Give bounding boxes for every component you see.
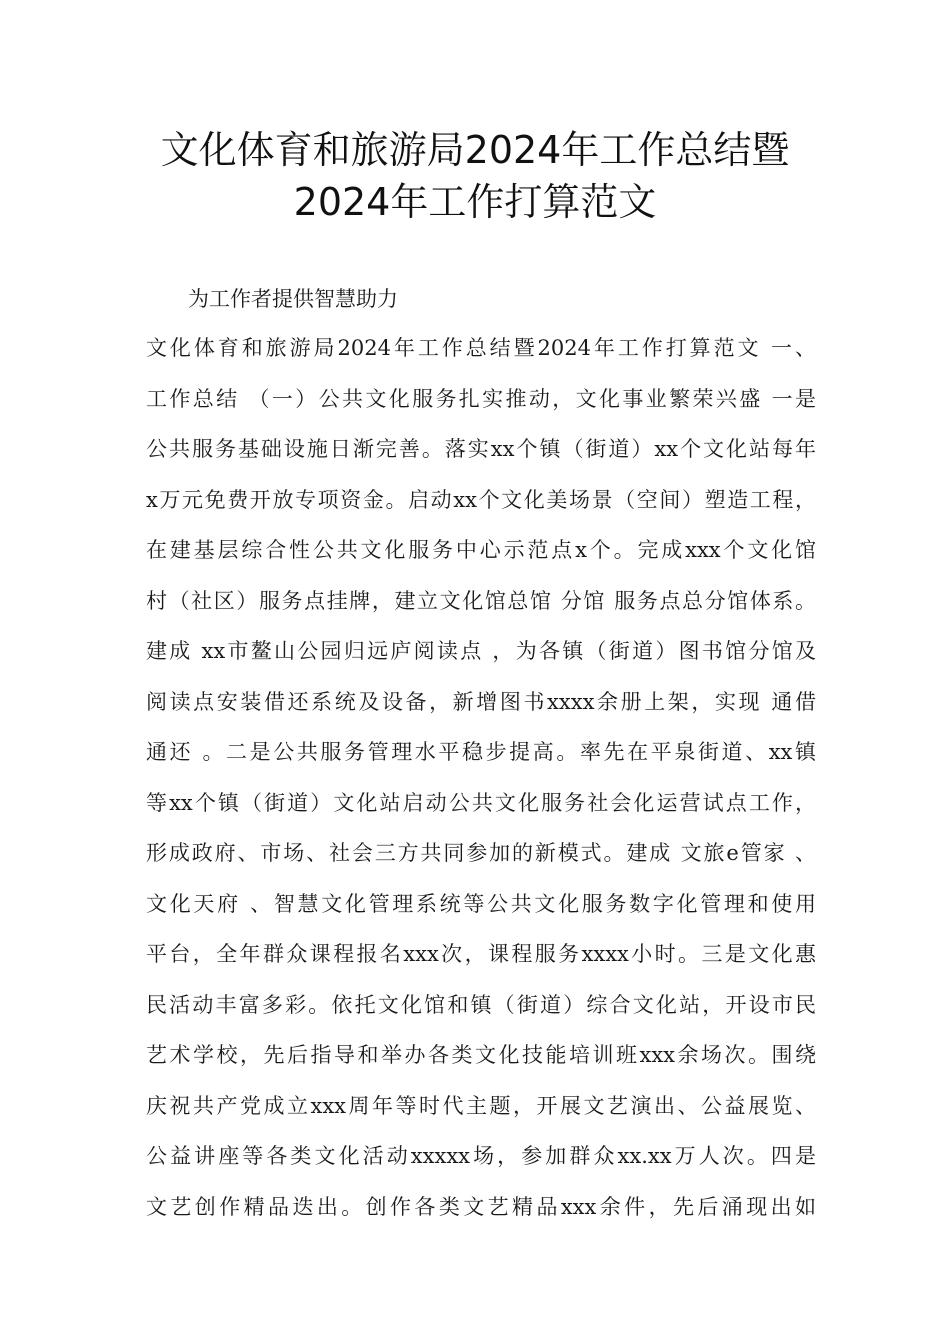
body-line: 庆祝共产党成立xxx周年等时代主题，开展文艺演出、公益展览、	[146, 1093, 816, 1118]
document-subtitle: 为工作者提供智慧助力	[188, 287, 398, 311]
body-line: 村（社区）服务点挂牌，建立文化馆总馆 分馆 服务点总分馆体系。	[146, 588, 816, 613]
body-line: 建成 xx市鳌山公园归远庐阅读点 ，为各镇（街道）图书馆分馆及	[146, 639, 816, 663]
body-line: 工作总结 （一）公共文化服务扎实推动，文化事业繁荣兴盛 一是	[146, 386, 816, 411]
document-body	[146, 333, 816, 1242]
body-line: 形成政府、市场、社会三方共同参加的新模式。建成 文旅e管家 、	[146, 841, 816, 865]
body-line: 等xx个镇（街道）文化站启动公共文化服务社会化运营试点工作，	[146, 790, 816, 815]
body-line: 平台，全年群众课程报名xxx次，课程服务xxxx小时。三是文化惠	[146, 942, 816, 966]
body-line: 民活动丰富多彩。依托文化馆和镇（街道）综合文化站，开设市民	[146, 992, 816, 1017]
document-title	[0, 124, 950, 228]
title-line-1: 文化体育和旅游局2024年工作总结暨	[160, 128, 790, 172]
body-line: 通还 。二是公共服务管理水平稳步提高。率先在平泉街道、xx镇	[146, 740, 816, 764]
body-line: 公益讲座等各类文化活动xxxxx场，参加群众xx.xx万人次。四是	[146, 1144, 816, 1168]
body-line: 阅读点安装借还系统及设备，新增图书xxxx余册上架，实现 通借	[146, 689, 816, 714]
body-line: 文化天府 、智慧文化管理系统等公共文化服务数字化管理和使用	[146, 891, 816, 916]
body-line: 公共服务基础设施日渐完善。落实xx个镇（街道）xx个文化站每年	[146, 437, 816, 461]
body-line: 文化体育和旅游局2024年工作总结暨2024年工作打算范文 一、	[146, 336, 816, 360]
body-line: 在建基层综合性公共文化服务中心示范点x个。完成xxx个文化馆	[146, 538, 816, 562]
body-line: x万元免费开放专项资金。启动xx个文化美场景（空间）塑造工程，	[146, 487, 816, 512]
title-line-2: 2024年工作打算范文	[293, 180, 657, 224]
body-line: 文艺创作精品迭出。创作各类文艺精品xxx余件，先后涌现出如	[146, 1194, 816, 1219]
body-line: 艺术学校，先后指导和举办各类文化技能培训班xxx余场次。围绕	[146, 1043, 816, 1067]
